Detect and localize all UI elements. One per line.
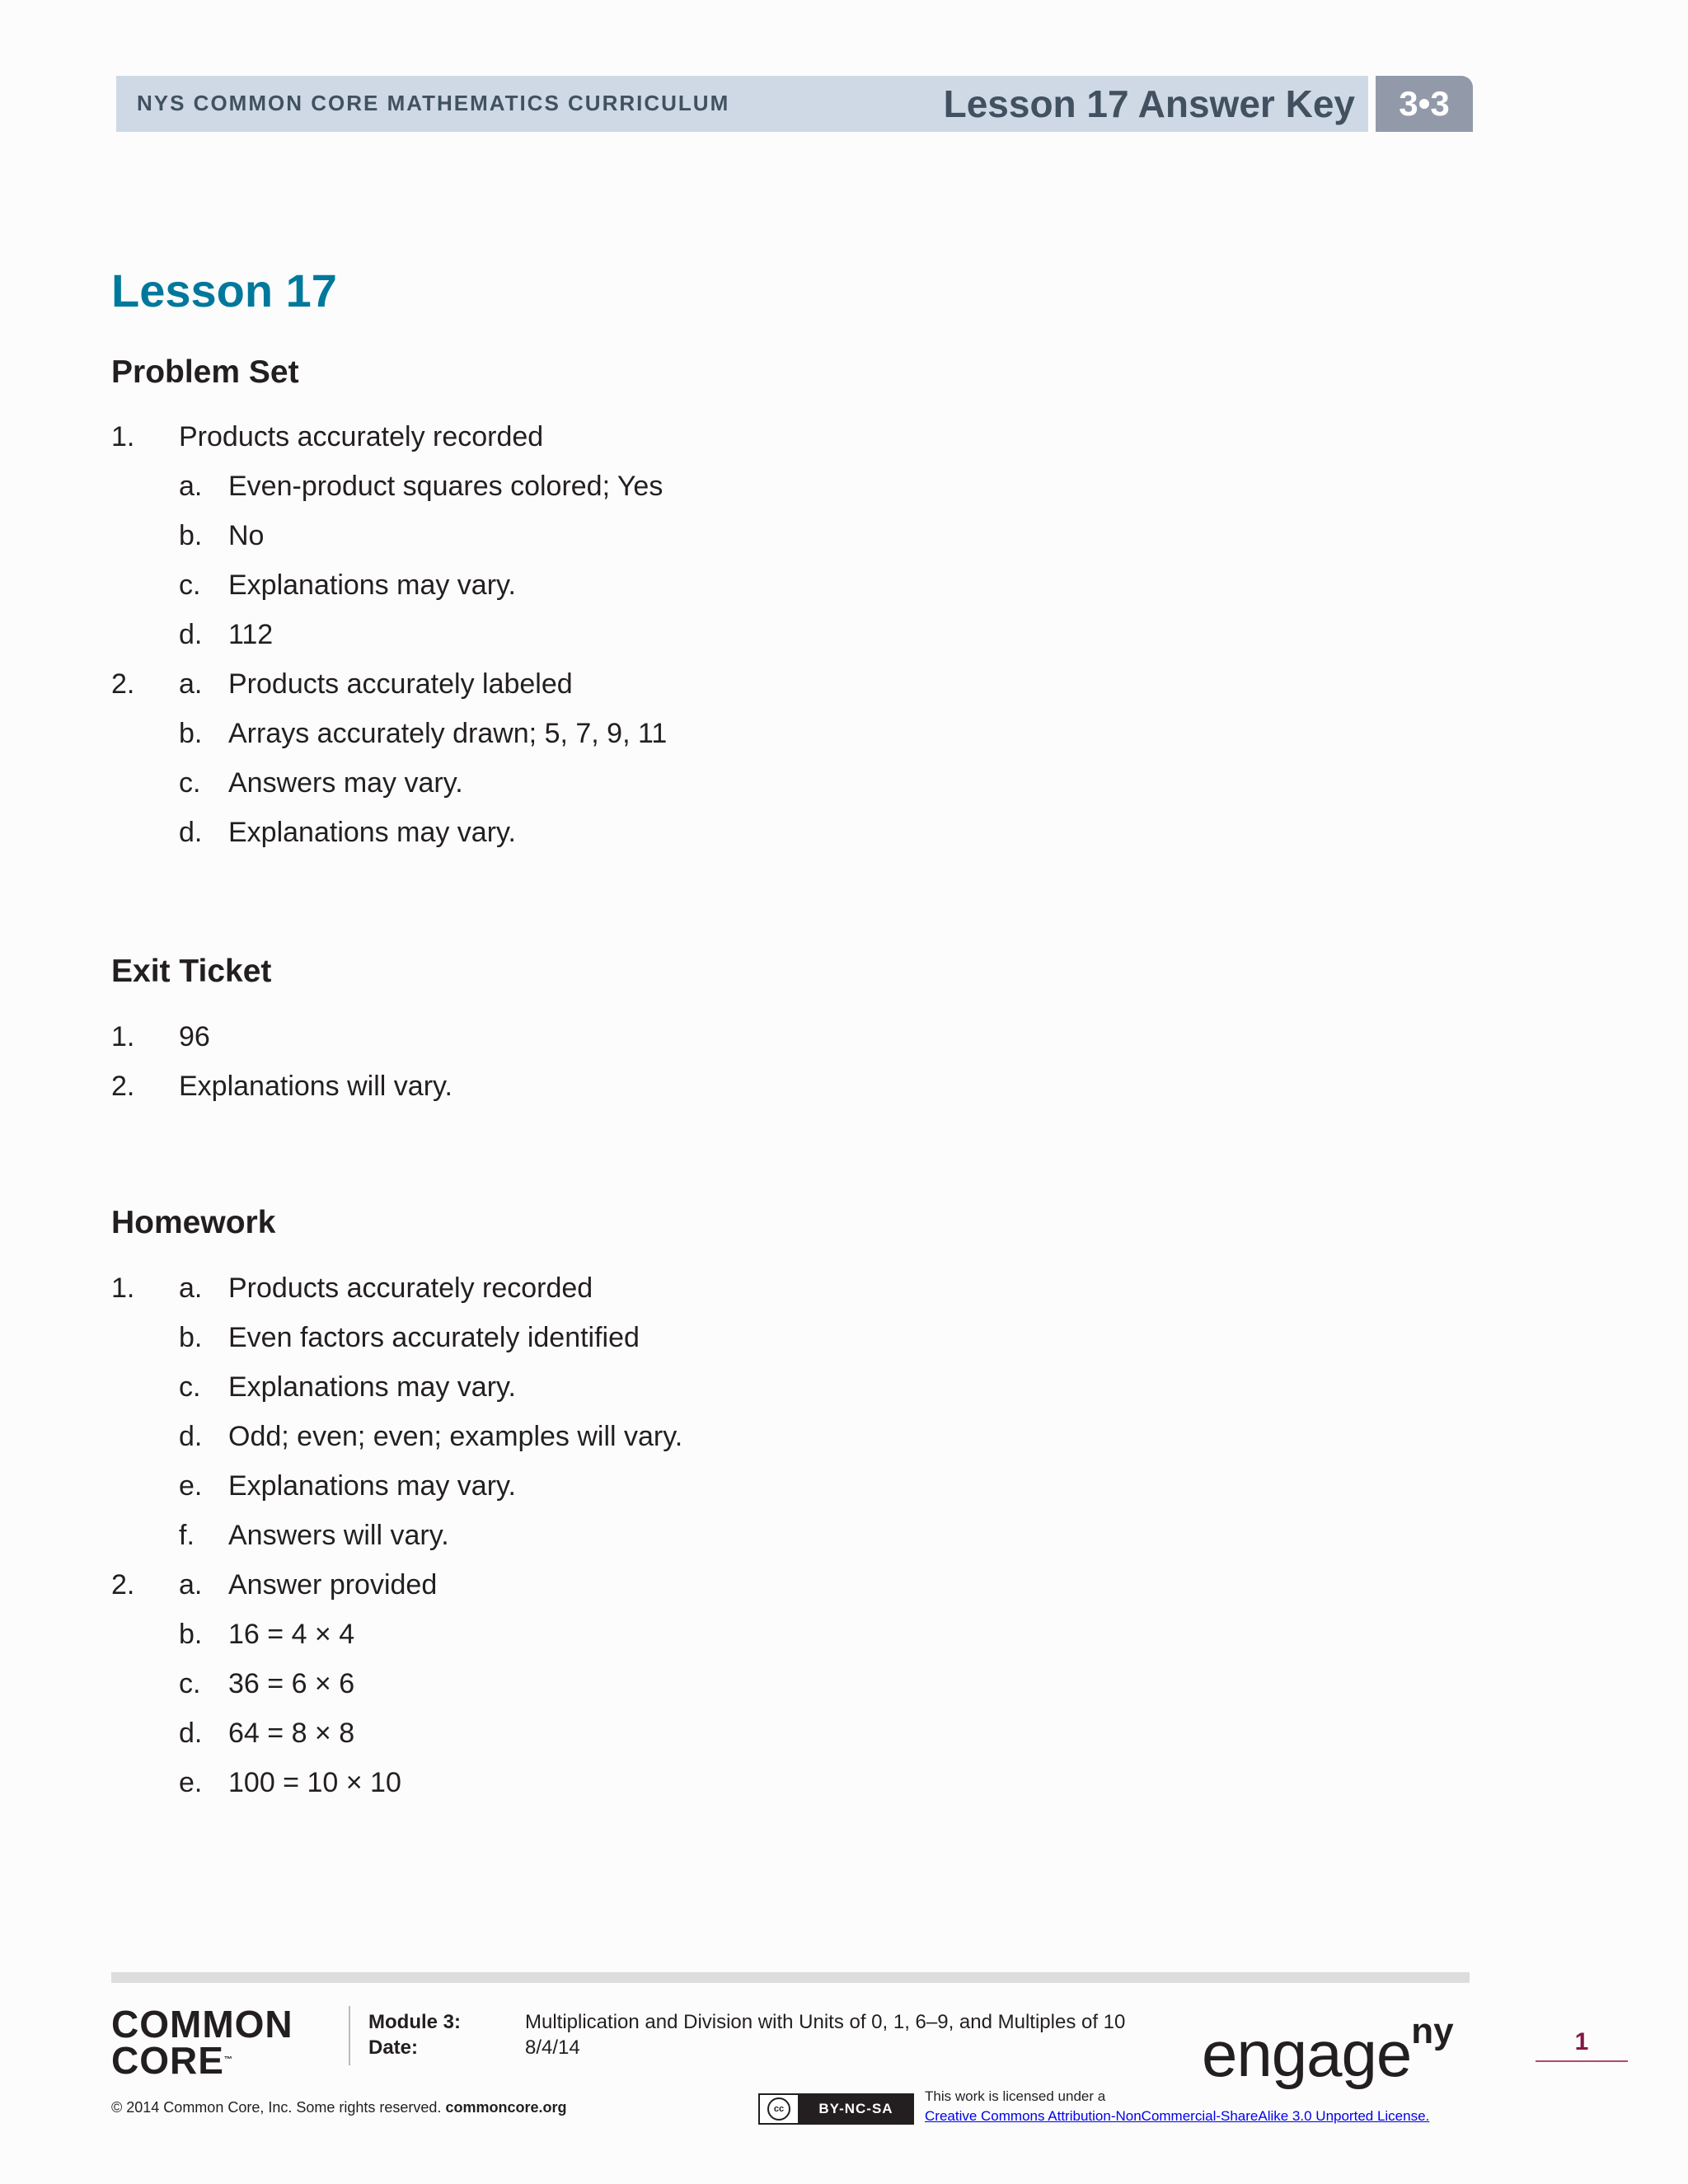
- ps-item-2d-text: Explanations may vary.: [228, 817, 516, 848]
- hw-item-2b-letter: b.: [179, 1619, 203, 1650]
- lesson-title: Lesson 17: [111, 265, 337, 316]
- hw-item-1e-letter: e.: [179, 1470, 203, 1502]
- hw-item-2-number: 2.: [111, 1569, 135, 1601]
- module-label: Module 3:: [368, 2011, 461, 2033]
- ps-item-2d-letter: d.: [179, 817, 203, 848]
- ps-item-2c-text: Answers may vary.: [228, 767, 463, 799]
- ps-item-2c-letter: c.: [179, 767, 201, 799]
- ps-item-1a-text: Even-product squares colored; Yes: [228, 471, 663, 502]
- ps-item-1-number: 1.: [111, 421, 135, 452]
- footer-rule: [111, 1972, 1470, 1983]
- engageny-logo-sup: ny: [1411, 2011, 1454, 2051]
- date-label: Date:: [368, 2036, 419, 2059]
- license-intro: This work is licensed under a: [925, 2088, 1106, 2104]
- hw-item-1e-text: Explanations may vary.: [228, 1470, 516, 1502]
- curriculum-title: NYS COMMON CORE MATHEMATICS CURRICULUM: [137, 91, 730, 115]
- ps-item-1b-text: No: [228, 520, 265, 551]
- hw-item-2d-text: 64 = 8 × 8: [228, 1718, 355, 1749]
- common-core-logo: [111, 2003, 293, 2082]
- homework-heading: Homework: [111, 1205, 276, 1240]
- logo-line-1: COMMON: [111, 2003, 293, 2046]
- cc-icon: cc: [760, 2095, 799, 2123]
- et-item-2-number: 2.: [111, 1071, 135, 1102]
- problem-set-heading: Problem Set: [111, 354, 299, 390]
- ps-item-1-text: Products accurately recorded: [179, 421, 544, 452]
- ps-item-2a-text: Products accurately labeled: [228, 668, 573, 700]
- license-link[interactable]: Creative Commons Attribution-NonCommercial-ShareAlike 3.0 Unported License.: [925, 2108, 1430, 2124]
- answer-key-title: Lesson 17 Answer Key: [943, 82, 1355, 125]
- hw-item-1d-text: Odd; even; even; examples will vary.: [228, 1421, 683, 1452]
- ps-item-1b-letter: b.: [179, 520, 203, 551]
- ps-item-2a-letter: a.: [179, 668, 203, 700]
- engageny-logo: engage$^{ny}$: [1202, 2011, 1454, 2090]
- hw-item-2c-text: 36 = 6 × 6: [228, 1668, 355, 1699]
- hw-item-1d-letter: d.: [179, 1421, 203, 1452]
- ps-item-1a-letter: a.: [179, 471, 203, 502]
- hw-item-1c-letter: c.: [179, 1371, 201, 1403]
- cc-badge-terms: BY-NC-SA: [799, 2095, 912, 2123]
- footer-divider: [349, 2006, 350, 2065]
- copyright-site: commoncore.org: [445, 2099, 567, 2116]
- ps-item-1c-letter: c.: [179, 569, 201, 601]
- hw-item-1-number: 1.: [111, 1272, 135, 1304]
- ps-item-1c-text: Explanations may vary.: [228, 569, 516, 601]
- date-value: 8/4/14: [525, 2036, 580, 2059]
- page-number-rule: [1536, 2060, 1628, 2062]
- hw-item-2d-letter: d.: [179, 1718, 203, 1749]
- hw-item-2e-text: 100 = 10 × 10: [228, 1767, 401, 1798]
- page-number: 1: [1574, 2028, 1589, 2055]
- hw-item-1a-letter: a.: [179, 1272, 203, 1304]
- hw-item-2c-letter: c.: [179, 1668, 201, 1699]
- hw-item-1f-text: Answers will vary.: [228, 1520, 449, 1551]
- hw-item-1c-text: Explanations may vary.: [228, 1371, 516, 1403]
- hw-item-2e-letter: e.: [179, 1767, 203, 1798]
- logo-trademark: ™: [223, 2055, 233, 2064]
- module-value: Multiplication and Division with Units of 0, 1, 6–9, and Multiples of 10: [525, 2011, 1126, 2033]
- exit-ticket-heading: Exit Ticket: [111, 954, 272, 989]
- logo-line-2: CORE™: [111, 2039, 233, 2082]
- et-item-1-text: 96: [179, 1021, 210, 1052]
- hw-item-2b-text: 16 = 4 × 4: [228, 1619, 355, 1650]
- module-badge: 3•3: [1376, 76, 1473, 132]
- ps-item-1d-text: 112: [228, 619, 274, 650]
- copyright-notice: © 2014 Common Core, Inc. Some rights reserved. commoncore.org: [111, 2099, 567, 2116]
- ps-item-1d-letter: d.: [179, 619, 203, 650]
- hw-item-2a-letter: a.: [179, 1569, 203, 1601]
- et-item-1-number: 1.: [111, 1021, 135, 1052]
- cc-license-badge[interactable]: [758, 2093, 914, 2125]
- ps-item-2b-text: Arrays accurately drawn; 5, 7, 9, 11: [228, 718, 668, 749]
- ps-item-2b-letter: b.: [179, 718, 203, 749]
- hw-item-1b-text: Even factors accurately identified: [228, 1322, 640, 1353]
- hw-item-1b-letter: b.: [179, 1322, 203, 1353]
- hw-item-1a-text: Products accurately recorded: [228, 1272, 593, 1304]
- hw-item-1f-letter: f.: [179, 1520, 195, 1551]
- et-item-2-text: Explanations will vary.: [179, 1071, 452, 1102]
- hw-item-2a-text: Answer provided: [228, 1569, 438, 1601]
- ps-item-2-number: 2.: [111, 668, 135, 700]
